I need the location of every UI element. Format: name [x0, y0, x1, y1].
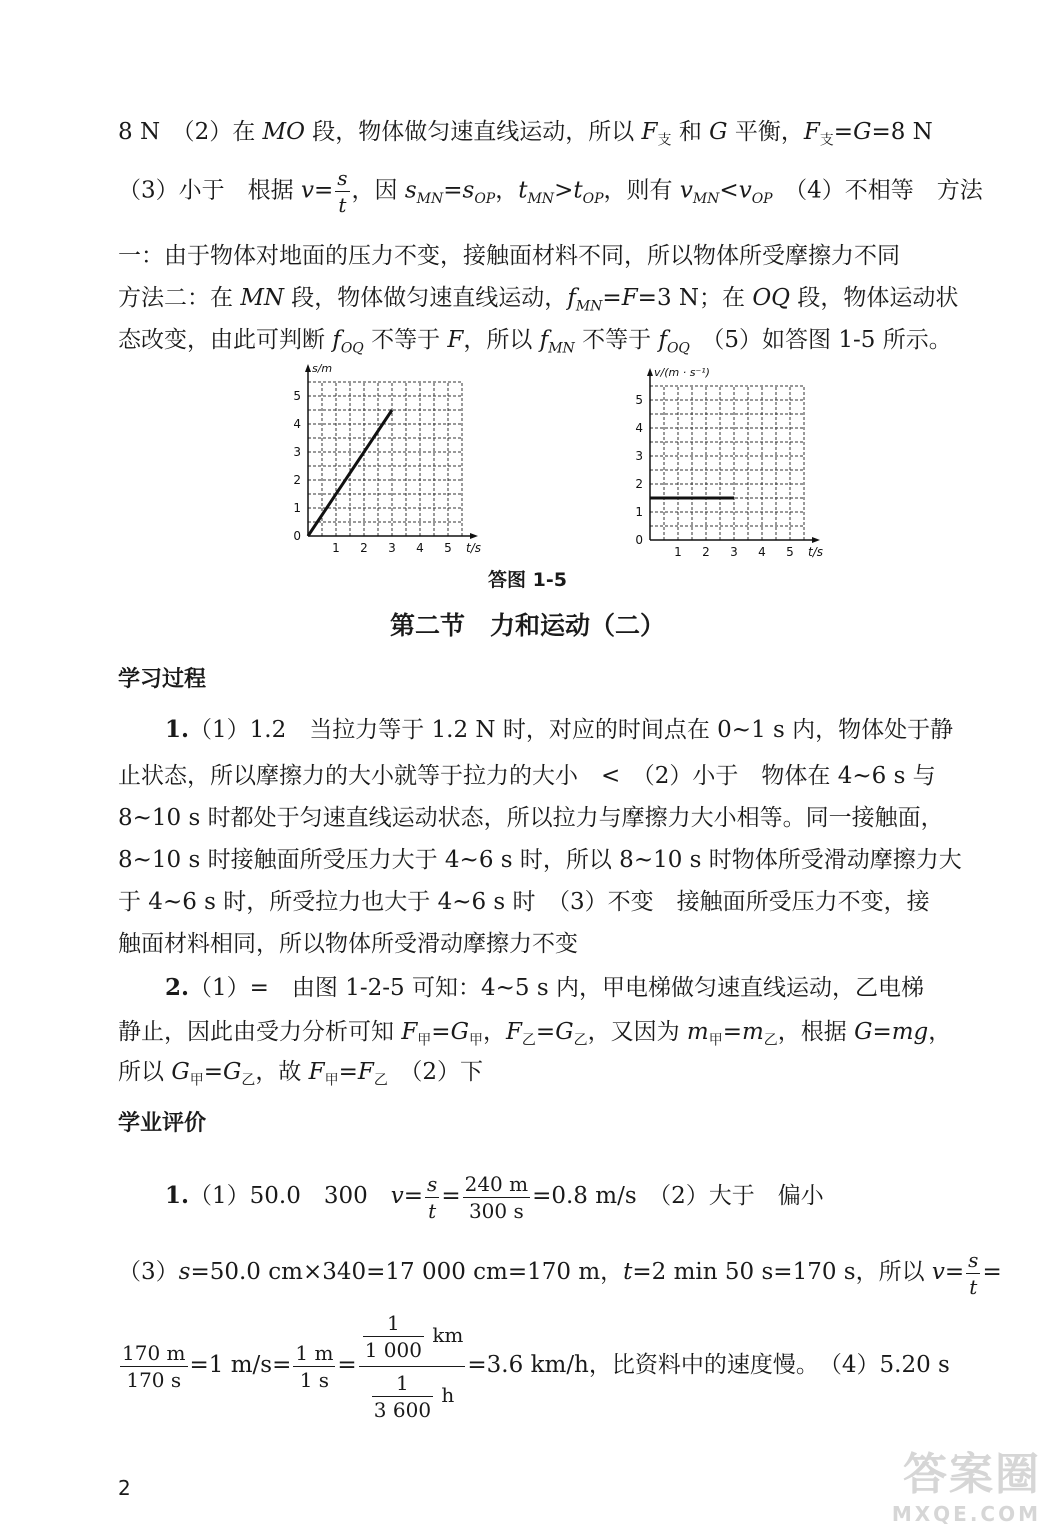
- y-axis-label: s/m: [312, 362, 333, 375]
- fraction-s-over-t-3: $\frac{s}{t}$: [968, 1247, 979, 1299]
- process-line-1: 1.（1）1.2 当拉力等于 1.2 N 时，对应的时间点在 0~1 s 内，物体处于静: [165, 716, 954, 743]
- x-axis-arrow: [470, 533, 478, 539]
- y-tick-label: 3: [635, 449, 643, 463]
- v-t-chart: [612, 364, 842, 564]
- process-line-6: 触面材料相同，所以物体所受滑动摩擦力不变: [118, 931, 578, 957]
- origin-label: 0: [293, 529, 301, 543]
- y-tick-label: 4: [635, 421, 643, 435]
- fraction-s-over-t-2: $\frac{s}{t}$: [427, 1171, 438, 1223]
- process-line-5: 于 4~6 s 时，所受拉力也大于 4~6 s 时 （3）不变 接触面所受压力不变，接: [118, 889, 930, 915]
- x-tick-label: 5: [444, 541, 452, 555]
- answer-line-3: 一：由于物体对地面的压力不变，接触面材料不同，所以物体所受摩擦力不同: [118, 243, 900, 269]
- fraction-1-over-3600: $\frac{1}{3 600}$: [373, 1370, 432, 1422]
- y-axis-label: v/(m · s⁻¹): [654, 366, 710, 379]
- x-tick-label: 5: [786, 545, 794, 559]
- x-axis-label: t/s: [808, 545, 823, 559]
- evaluation-line-3: $\frac{170 m}{170 s}$ =1 m/s= $\frac{1 m}{1 s}$ = $\frac{1}{1 000}$ km $\frac{1}{3 600}$ h =3.6 km/h，比资料中的速度慢。 （4）5.20 s: [122, 1310, 950, 1422]
- y-tick-label: 1: [635, 505, 643, 519]
- x-tick-label: 3: [730, 545, 738, 559]
- watermark: 答案圈 MXQE.COM: [891, 1449, 1041, 1526]
- answer-line-5: 态改变，由此可判断 $f_{OQ}$ 不等于 F，所以 $f_{MN}$ 不等于 $f_{OQ}$ （5）如答图 1-5 所示。: [118, 327, 952, 357]
- x-tick-label: 1: [332, 541, 340, 555]
- x-tick-label: 2: [702, 545, 710, 559]
- heading-learning-process: 学习过程: [118, 667, 207, 692]
- evaluation-line-2: （3）s=50.0 cm×340=17 000 cm=170 m，t=2 min 50 s=170 s，所以 v= $\frac{s}{t}$ =: [118, 1247, 1002, 1299]
- process-line-2: 止状态，所以摩擦力的大小就等于拉力的大小 < （2）小于 物体在 4~6 s 与: [118, 763, 936, 789]
- fraction-170m-over-170s: $\frac{170 m}{170 s}$: [122, 1340, 186, 1392]
- y-tick-label: 4: [293, 417, 301, 431]
- x-tick-label: 2: [360, 541, 368, 555]
- fraction-s-over-t: $\frac{s}{t}$: [337, 166, 348, 217]
- y-tick-label: 5: [293, 389, 301, 403]
- s-t-chart: [270, 360, 490, 560]
- process-line-3: 8~10 s 时都处于匀速直线运动状态，所以拉力与摩擦力大小相等。同一接触面，: [118, 805, 944, 831]
- evaluation-line-1: 1.（1）50.0 300 v= $\frac{s}{t}$ = $\frac{240 m}{300 s}$ =0.8 m/s （2）大于 偏小: [165, 1171, 824, 1223]
- y-tick-label: 5: [635, 393, 643, 407]
- process-line-4: 8~10 s 时接触面所受压力大于 4~6 s 时，所以 8~10 s 时物体所受滑动摩擦力大: [118, 847, 962, 873]
- process-q2-line-1: 2.（1）= 由图 1-2-5 可知：4~5 s 内，甲电梯做匀速直线运动，乙电梯: [165, 974, 924, 1001]
- y-axis-arrow: [305, 364, 311, 372]
- process-q2-line-2: 静止，因此由受力分析可知 $F_甲=G_甲$，$F_乙=G_乙$，又因为 $m_甲=m_乙$，根据 G=mg，: [118, 1019, 952, 1049]
- y-axis-arrow: [647, 368, 653, 376]
- x-tick-label: 1: [674, 545, 682, 559]
- y-tick-label: 2: [293, 473, 301, 487]
- complex-fraction-km-over-h: $\frac{1}{1 000}$ km $\frac{1}{3 600}$ h: [359, 1311, 466, 1422]
- origin-label: 0: [635, 533, 643, 547]
- process-q2-line-3: 所以 $G_甲=G_乙$，故 $F_甲=F_乙$ （2）下: [118, 1059, 484, 1089]
- answer-line-1: 8 N （2）在 MO 段，物体做匀速直线运动，所以 $F_支$ 和 G 平衡，$F_支=G=8$ N: [118, 119, 933, 149]
- y-tick-label: 1: [293, 501, 301, 515]
- fraction-1-over-1000: $\frac{1}{1 000}$: [364, 1310, 422, 1362]
- x-axis-arrow: [812, 537, 820, 543]
- figure-caption: 答图 1-5: [488, 569, 567, 591]
- fraction-240m-over-300s: $\frac{240 m}{300 s}$: [464, 1171, 529, 1223]
- x-tick-label: 4: [416, 541, 424, 555]
- fraction-1m-over-1s: $\frac{1 m}{1 s}$: [295, 1340, 334, 1392]
- section-title: 第二节 力和运动（二）: [389, 611, 665, 640]
- x-tick-label: 3: [388, 541, 396, 555]
- page-number: 2: [118, 1476, 131, 1500]
- x-tick-label: 4: [758, 545, 766, 559]
- answer-line-4: 方法二：在 MN 段，物体做匀速直线运动，$f_{MN}=F=3$ N；在 OQ 段，物体运动状: [118, 285, 959, 315]
- answer-line-2: （3）小于 根据 v= $\frac{s}{t}$ ，因 $s_{MN}=s_{OP}$，$t_{MN}>t_{OP}$，则有 $v_{MN}<v_{OP}$ （4）不相等 方法: [118, 166, 983, 217]
- y-tick-label: 3: [293, 445, 301, 459]
- heading-academic-evaluation: 学业评价: [118, 1111, 207, 1136]
- x-axis-label: t/s: [466, 541, 481, 555]
- y-tick-label: 2: [635, 477, 643, 491]
